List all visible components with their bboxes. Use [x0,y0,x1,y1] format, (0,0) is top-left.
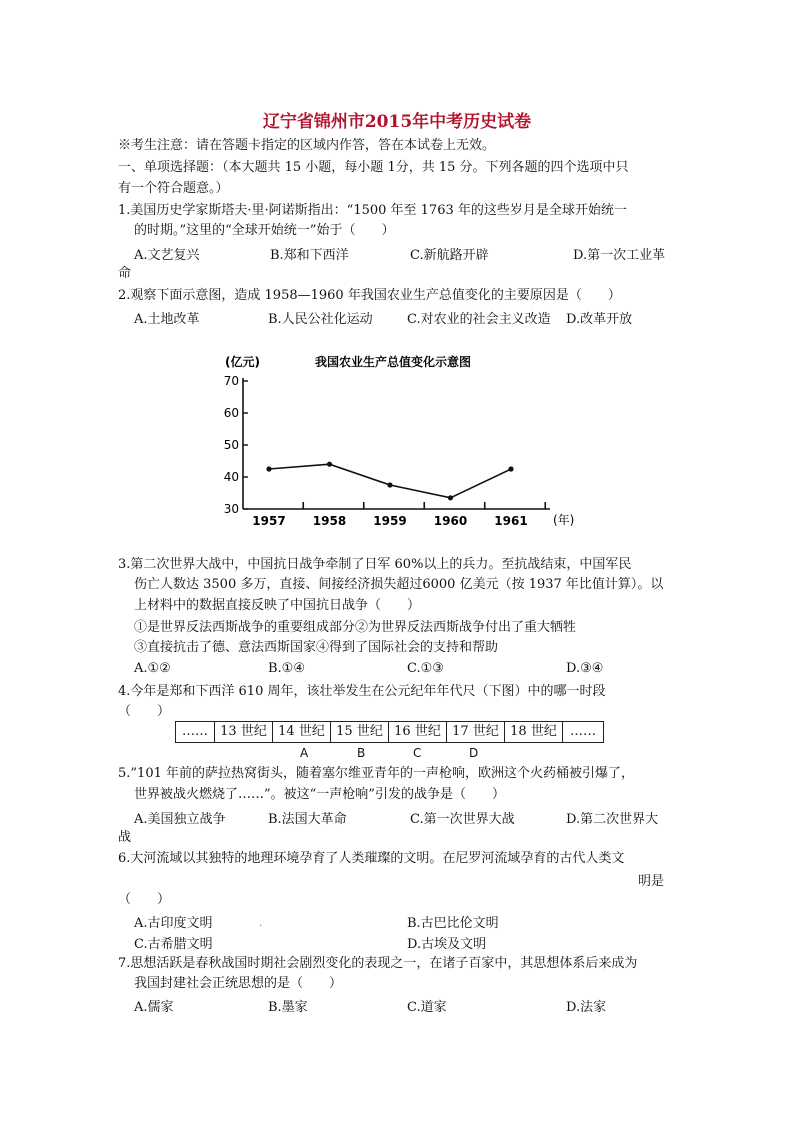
chart-xlabel: (年) [553,513,575,527]
q1-option-a: A.文艺复兴 [134,248,200,263]
q7-option-c: C.道家 [407,1000,447,1015]
data-point-1959 [387,482,392,487]
q2-option-c: C.对农业的社会主义改造 [407,312,551,327]
q6-option-c: C.古希腊文明 [134,937,213,952]
q3-stem-line1: 3.第二次世界大战中，中国抗日战争牵制了日军 60%以上的兵力。至抗战结束，中国军民 [118,557,632,572]
section-intro-line2: 有一个符合题意。） [118,181,229,196]
q3-stem-line3: 上材料中的数据直接反映了中国抗日战争（ ） [134,598,421,613]
q1-stem-line2: 的时期。”这里的“全球开始统一”始于（ ） [134,223,395,238]
q3-statement-line2: ③直接抗击了德、意法西斯国家④得到了国际社会的支持和帮助 [134,640,499,655]
q2-option-a: A.土地改革 [134,312,200,327]
q5-option-d: D.第二次世界大 [566,812,659,827]
timeline-cell-start: …… [176,722,215,742]
chart-title: 我国农业生产总值变化示意图 [315,355,472,369]
timeline-cell-17c: 17 世纪 [447,722,505,742]
chart-ylabel: (亿元) [225,355,260,369]
notice: ※考生注意：请在答题卡指定的区域内作答，答在本试卷上无效。 [118,138,496,153]
q7-option-b: B.墨家 [268,1000,308,1015]
exam-title: 辽宁省锦州市2015年中考历史试卷 [262,112,532,132]
q1-stem-line1: 1.美国历史学家斯塔夫·里·阿诺斯指出：“1500 年至 1763 年的这些岁月是全球开始统一 [118,203,627,218]
timeline-cell-15c: 15 世纪 [331,722,389,742]
x-tick-label-1961: 1961 [494,514,528,528]
series-line [269,464,511,498]
agri-output-line-chart [205,350,595,535]
y-tick-label-30: 30 [223,502,239,516]
timeline-cell-16c: 16 世纪 [389,722,447,742]
q1-option-d: D.第一次工业革 [573,248,666,263]
q2-stem-line1: 2.观察下面示意图，造成 1958—1960 年我国农业生产总值变化的主要原因是（ ） [118,288,621,303]
q5-stem-line2: 世界被战火燃烧了……”。被这“一声枪响”引发的战争是（ ） [134,787,505,802]
q6-option-d: D.古埃及文明 [407,937,487,952]
q5-option-d-wrap: 战 [118,830,132,845]
q1-option-b: B.郑和下西洋 [270,248,349,263]
x-tick-label-1959: 1959 [373,514,407,528]
timeline-label-b: B [357,746,366,760]
timeline-cell-18c: 18 世纪 [505,722,563,742]
q6-option-b: B.古巴比伦文明 [407,916,499,931]
q3-option-a: A.①② [134,661,171,676]
q3-statement-line1: ①是世界反法西斯战争的重要组成部分②为世界反法西斯战争付出了重大牺牲 [134,620,577,635]
x-tick-label-1960: 1960 [433,514,468,528]
q4-stem-line1: 4.今年是郑和下西洋 610 周年，该壮举发生在公元纪年年代尺（下图）中的哪一时段 [118,684,606,699]
y-tick-label-40: 40 [223,470,239,484]
q4-stem-line2: （ ） [118,704,171,719]
q3-option-c: C.①③ [407,661,444,676]
q7-option-d: D.法家 [566,1000,607,1015]
y-tick-label-50: 50 [223,438,239,452]
q2-option-b: B.人民公社化运动 [268,312,373,327]
stray-dot: . [259,918,263,929]
timeline-label-d: D [469,746,479,760]
y-tick-label-60: 60 [223,406,239,420]
timeline-cell-14c: 14 世纪 [273,722,331,742]
timeline-cell-end: …… [570,724,596,739]
q5-option-a: A.美国独立战争 [134,812,226,827]
x-tick-label-1958: 1958 [312,514,347,528]
q7-stem-line1: 7.思想活跃是春秋战国时期社会剧烈变化的表现之一，在诸子百家中，其思想体系后来成为 [118,956,638,971]
section-intro-line1: 一、单项选择题：（本大题共 15 小题，每小题 1分，共 15 分。下列各题的四个选项中只 [118,160,629,175]
q7-stem-line2: 我国封建社会正统思想的是（ ） [134,976,343,991]
q3-option-d: D.③④ [566,661,604,676]
q6-option-a: A.古印度文明 [134,916,213,931]
q6-stem-line3: （ ） [118,892,171,907]
data-point-1960 [448,495,453,500]
timeline-cell-13c: 13 世纪 [215,722,273,742]
x-tick-label-1957: 1957 [252,514,286,528]
era-timeline [175,721,604,743]
timeline-label-c: C [413,746,422,760]
q3-option-b: B.①④ [268,661,305,676]
data-point-1957 [266,466,271,471]
q5-stem-line1: 5.”101 年前的萨拉热窝街头，随着塞尔维亚青年的一声枪响，欧洲这个火药桶被引爆了， [118,766,634,781]
q3-stem-line2: 伤亡人数达 3500 多万，直接、间接经济损失超过6000 亿美元（按 1937 年比值计算）。以 [134,577,664,592]
q6-stem-line2: 明是 [638,874,665,889]
data-point-1958 [327,462,332,467]
q5-option-b: B.法国大革命 [268,812,347,827]
data-point-1961 [508,466,513,471]
q1-option-c: C.新航路开辟 [410,248,489,263]
q1-option-d-wrap: 命 [118,266,132,281]
timeline-label-a: A [300,746,309,760]
q6-stem-line1: 6.大河流域以其独特的地理环境孕育了人类璀璨的文明。在尼罗河流域孕育的古代人类文 [118,851,625,866]
q2-option-d: D.改革开放 [566,312,633,327]
q7-option-a: A.儒家 [134,1000,174,1015]
y-tick-label-70: 70 [223,374,239,388]
q5-option-c: C.第一次世界大战 [410,812,515,827]
